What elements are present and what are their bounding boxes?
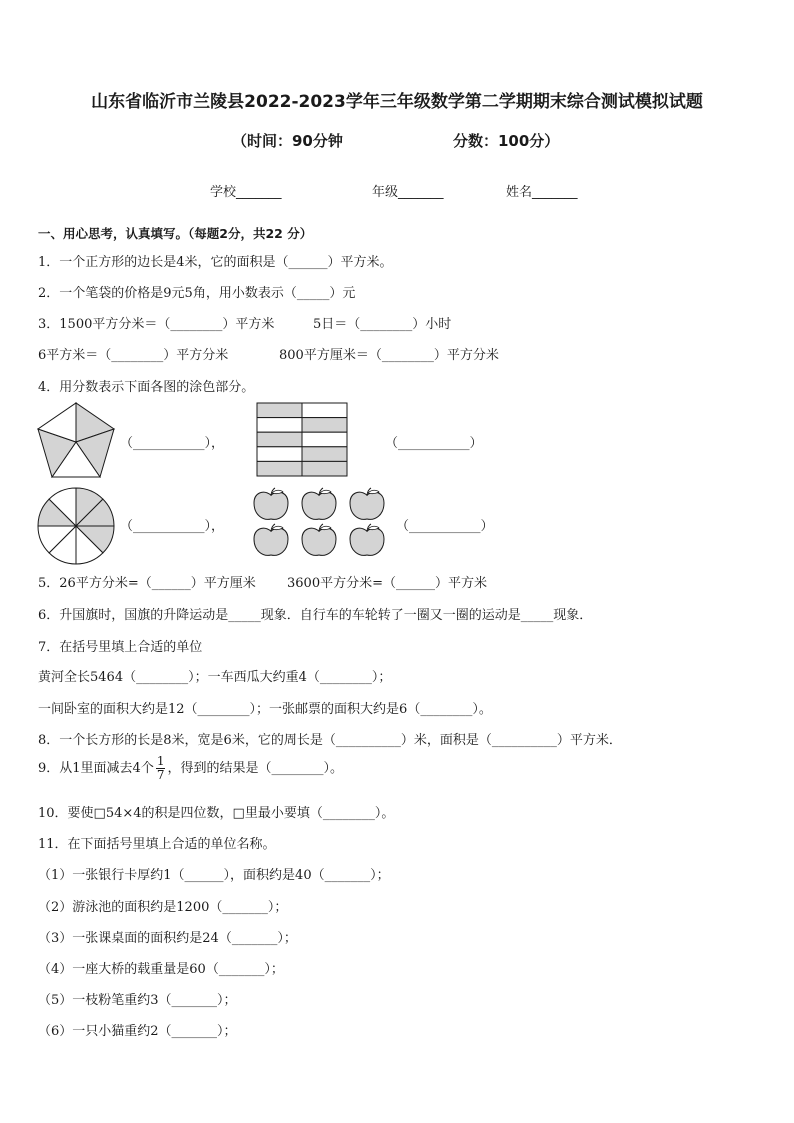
q4-answer-blank-4[interactable]: （___________）: [396, 519, 494, 534]
question-6: 6．升国旗时，国旗的升降运动是_____现象．自行车的车轮转了一圈又一圈的运动是_____现象．: [38, 608, 593, 623]
q4-answer-blank-1[interactable]: （___________），: [120, 436, 225, 451]
question-8: 8．一个长方形的长是8米，宽是6米，它的周长是（__________）米，面积是（__________）平方米．: [38, 733, 622, 748]
question-3b: 5日＝（________）小时: [313, 317, 452, 332]
grid-figure: [256, 402, 350, 478]
question-2: 2．一个笔袋的价格是9元5角，用小数表示（_____）元: [38, 286, 356, 301]
fraction-numerator: 1: [156, 754, 165, 768]
question-3c: 6平方米＝（________）平方分米: [38, 348, 229, 363]
apples-figure: [252, 486, 388, 558]
question-3a: 3．1500平方分米＝（________）平方米: [38, 317, 275, 332]
question-10: 10．要使□54×4的积是四位数，□里最小要填（________）。: [38, 806, 395, 821]
section-heading: 一、用心思考，认真填写。（每题2分，共22 分）: [38, 226, 313, 241]
question-4: 4．用分数表示下面各图的涂色部分。: [38, 380, 255, 395]
exam-time: （时间：90分钟: [232, 132, 343, 150]
question-5a: 5．26平方分米=（______）平方厘米: [38, 576, 256, 591]
question-11: 11．在下面括号里填上合适的单位名称。: [38, 837, 276, 852]
question-11-4: （4）一座大桥的载重量是60（_______）；: [38, 962, 284, 977]
question-5b: 3600平方分米=（______）平方米: [287, 576, 487, 591]
grade-field: 年级_______: [372, 185, 444, 200]
q4-answer-blank-3[interactable]: （___________），: [120, 519, 225, 534]
page-title: 山东省临沂市兰陵县2022-2023学年三年级数学第二学期期末综合测试模拟试题: [91, 92, 703, 112]
school-field: 学校_______: [210, 185, 282, 200]
question-7a: 黄河全长5464（________）；一车西瓜大约重4（________）；: [38, 670, 392, 685]
exam-score: 分数：100分）: [453, 132, 560, 150]
question-11-3: （3）一张课桌面的面积约是24（_______）；: [38, 931, 297, 946]
question-11-2: （2）游泳池的面积约是1200（_______）；: [38, 900, 288, 915]
name-field: 姓名_______: [506, 185, 578, 200]
pentagon-figure: [35, 401, 117, 481]
q4-answer-blank-2[interactable]: （___________）: [385, 436, 483, 451]
fraction-denominator: 7: [156, 768, 165, 782]
question-1: 1．一个正方形的边长是4米，它的面积是（______）平方米。: [38, 255, 393, 270]
fraction-one-seventh: [156, 755, 166, 782]
question-9: [38, 755, 343, 782]
question-7: 7．在括号里填上合适的单位: [38, 640, 203, 655]
question-3d: 800平方厘米＝（________）平方分米: [279, 348, 499, 363]
question-9-suffix: ，得到的结果是（________）。: [167, 761, 343, 776]
question-9-prefix: 9．从1里面减去4个: [38, 761, 154, 776]
question-11-5: （5）一枝粉笔重约3（_______）；: [38, 993, 237, 1008]
question-7b: 一间卧室的面积大约是12（________）；一张邮票的面积大约是6（________）。: [38, 702, 492, 717]
question-11-1: （1）一张银行卡厚约1（______），面积约是40（_______）；: [38, 868, 390, 883]
question-11-6: （6）一只小猫重约2（_______）；: [38, 1024, 237, 1039]
circle-figure: [35, 485, 117, 567]
